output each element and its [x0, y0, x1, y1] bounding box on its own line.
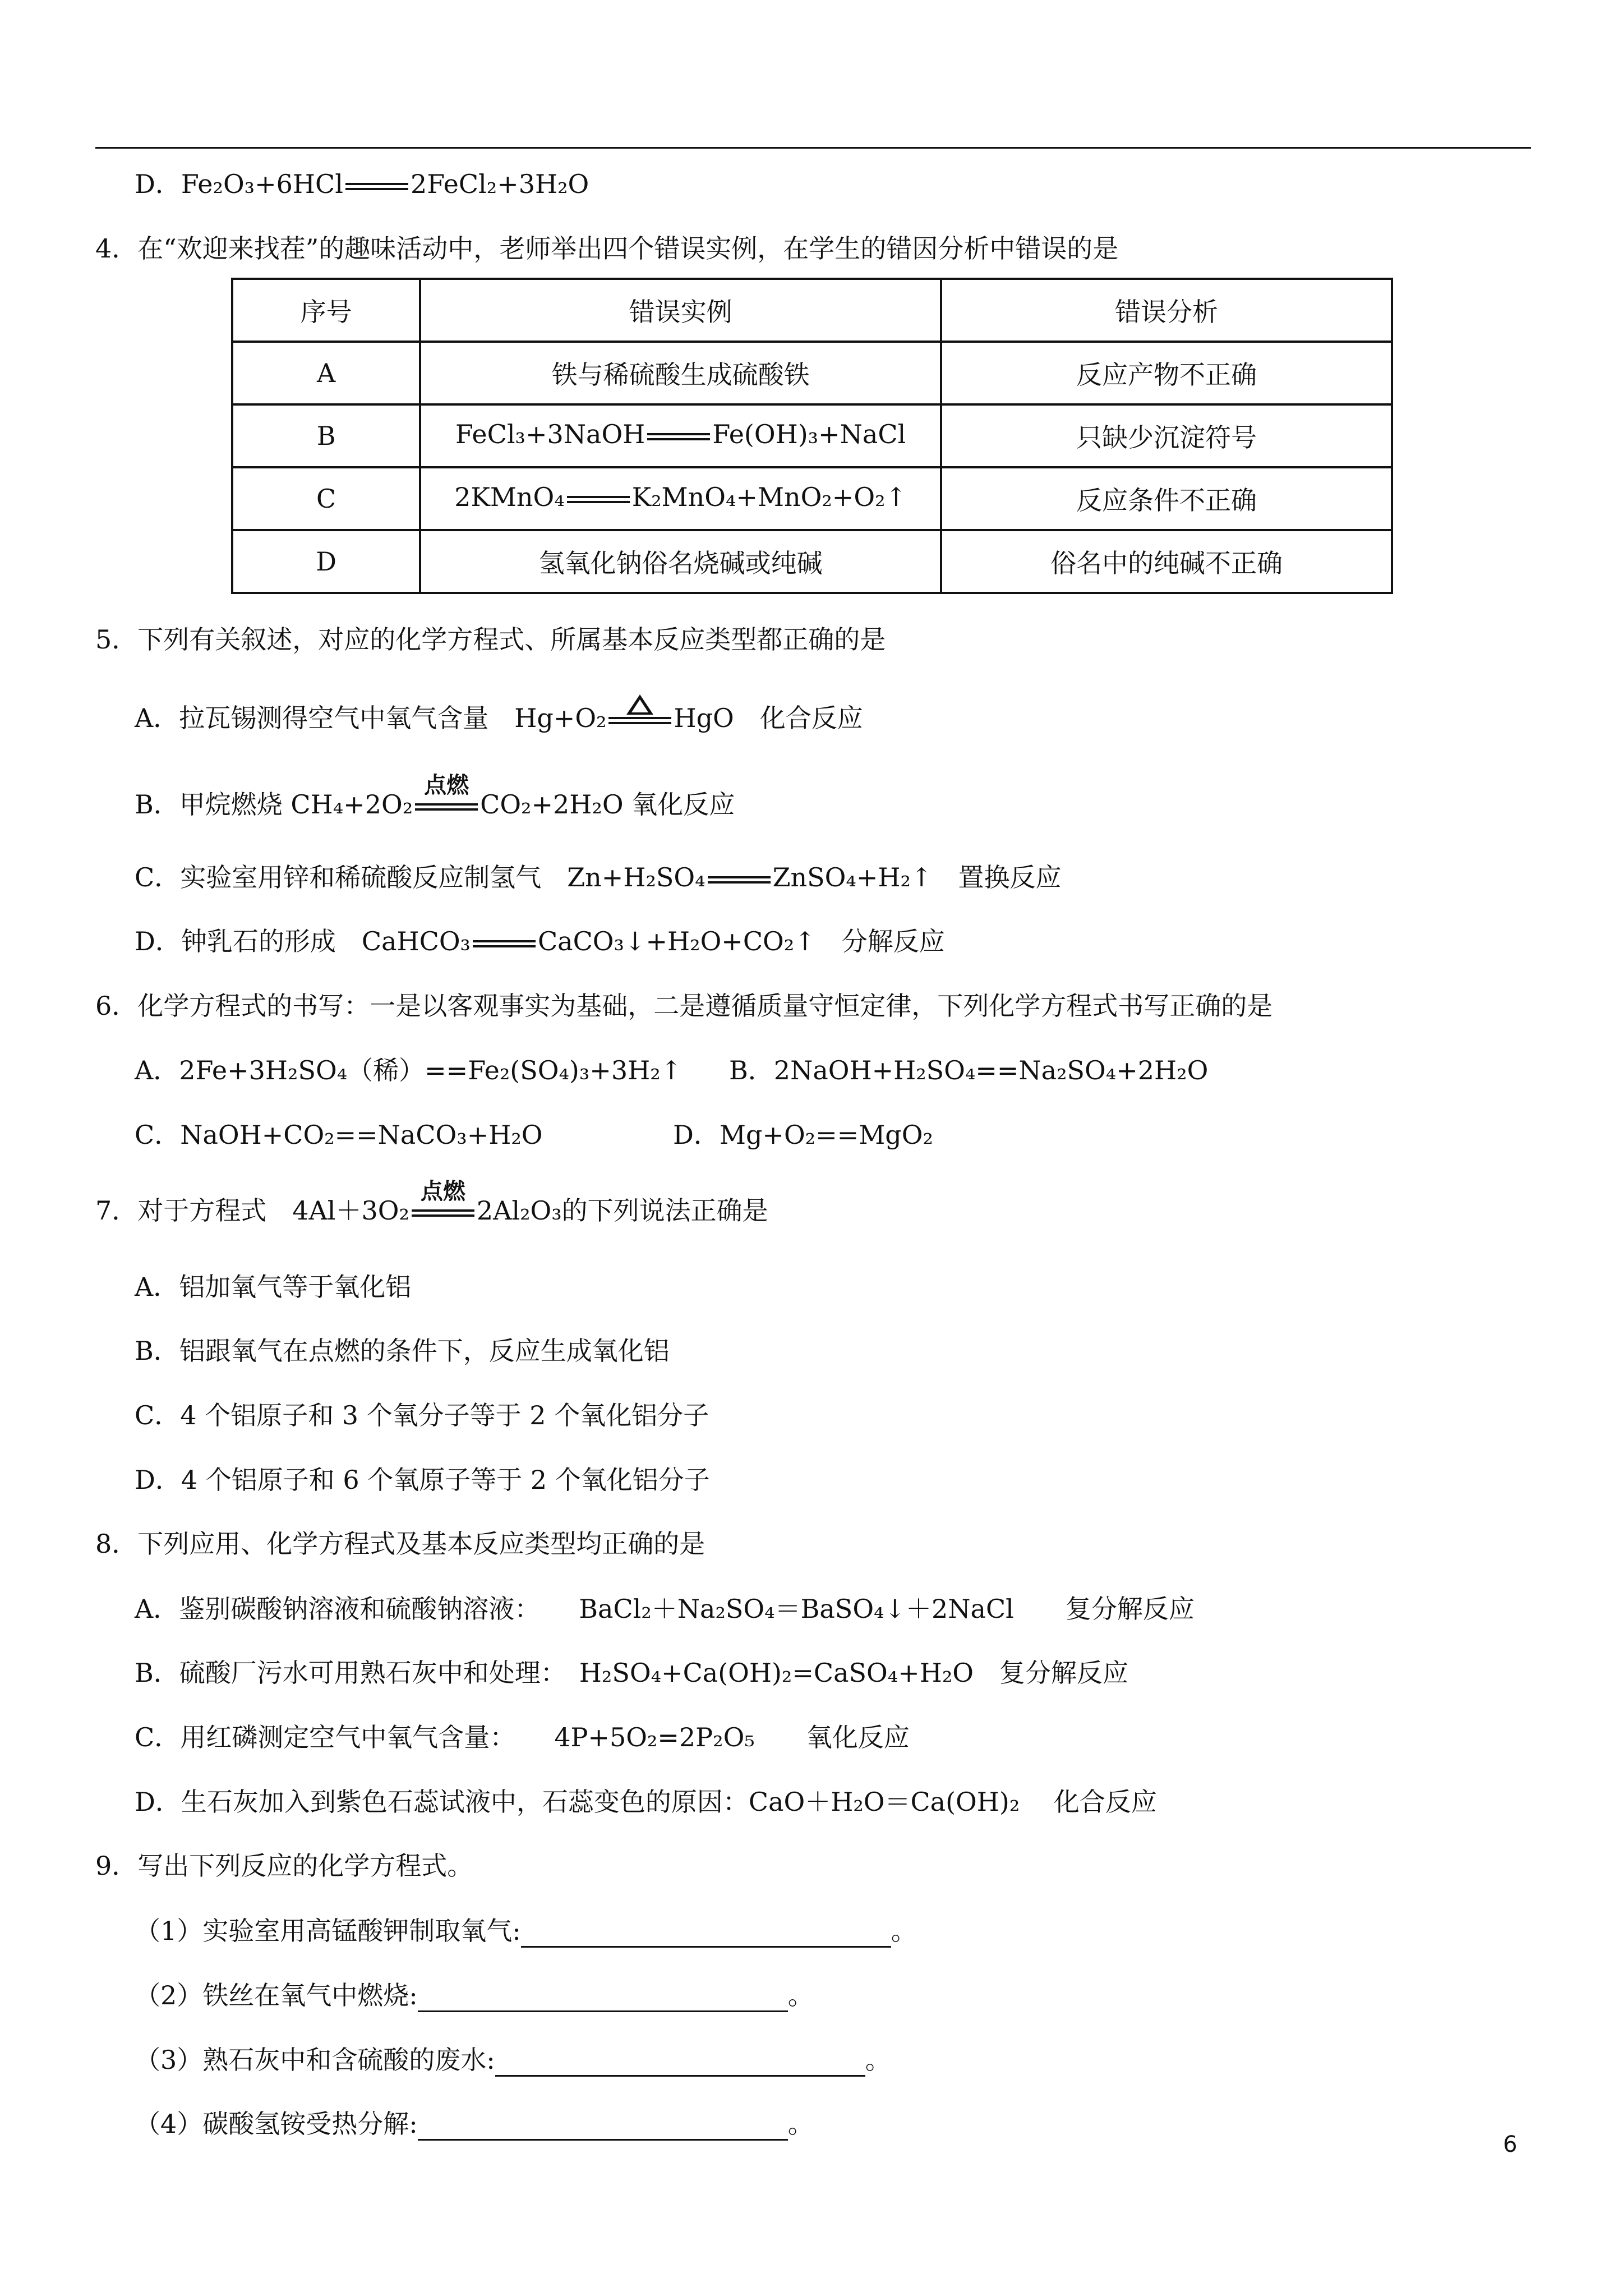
- answer-blank[interactable]: [495, 2049, 865, 2077]
- q6-option-d: D．Mg+O₂==MgO₂: [673, 1120, 933, 1150]
- q9-item: [135, 2043, 891, 2077]
- q9-item-label: （1）实验室用高锰酸钾制取氧气:: [135, 1916, 521, 1946]
- q5-b-left: B．甲烷燃烧 CH₄+2O₂: [135, 789, 413, 820]
- q5-option-a: [135, 701, 863, 737]
- example-left: FeCl₃+3NaOH: [455, 418, 645, 449]
- q6-option-a: A．2Fe+3H₂SO₄（稀）==Fe₂(SO₄)₃+3H₂↑: [135, 1055, 683, 1085]
- table-cell-id: C: [232, 467, 420, 530]
- q9-item: [135, 1914, 917, 1948]
- reaction-condition: 点燃: [424, 772, 469, 798]
- table-header-cell: 错误实例: [420, 279, 941, 342]
- q9-item: [135, 2107, 814, 2141]
- error-table: [231, 278, 1393, 594]
- answer-blank[interactable]: [418, 1985, 788, 2012]
- table-cell-analysis: 俗名中的纯碱不正确: [941, 530, 1392, 593]
- table-cell-analysis: 只缺少沉淀符号: [941, 404, 1392, 467]
- q5-c-right: ZnSO₄+H₂↑ 置换反应: [772, 862, 1062, 892]
- table-cell-id: D: [232, 530, 420, 593]
- q8-option-c: C．用红磷测定空气中氧气含量： 4P+5O₂=2P₂O₅ 氧化反应: [135, 1722, 910, 1752]
- table-cell-example: [420, 342, 941, 404]
- table-cell-analysis: 反应条件不正确: [941, 467, 1392, 530]
- q5-stem: 5．下列有关叙述，对应的化学方程式、所属基本反应类型都正确的是: [95, 624, 886, 655]
- answer-blank[interactable]: [418, 2113, 788, 2141]
- heat-triangle-icon: [626, 694, 653, 715]
- q7-stem: [95, 1179, 768, 1230]
- q5-option-c: [135, 861, 1061, 896]
- q7-option-d: D．4 个铝原子和 6 个氧原子等于 2 个氧化铝分子: [135, 1465, 710, 1495]
- header-rule: [95, 147, 1531, 149]
- answer-blank[interactable]: [521, 1920, 891, 1948]
- equals-sign-icon: [343, 169, 411, 203]
- q9-item-label: （4）碳酸氢铵受热分解:: [135, 2109, 418, 2139]
- q5-d-right: CaCO₃↓+H₂O+CO₂↑ 分解反应: [537, 926, 945, 956]
- equals-sign-icon: [409, 1179, 477, 1230]
- q5-d-left: D．钟乳石的形成 CaHCO₃: [135, 926, 471, 956]
- q8-option-d: D．生石灰加入到紫色石蕊试液中，石蕊变色的原因：CaO＋H₂O＝Ca(OH)₂ 化合反应: [135, 1787, 1157, 1817]
- table-header-row: [232, 279, 1392, 342]
- equals-sign-icon: [606, 703, 674, 737]
- q5-option-d: [135, 924, 945, 960]
- table-row: [232, 467, 1392, 530]
- equals-sign-icon: [645, 420, 712, 453]
- q8-stem: 8．下列应用、化学方程式及基本反应类型均正确的是: [95, 1529, 706, 1559]
- example-text: 铁与稀硫酸生成硫酸铁: [551, 360, 810, 390]
- q7-option-c: C．4 个铝原子和 3 个氧分子等于 2 个氧化铝分子: [135, 1400, 709, 1430]
- example-text: 氢氧化钠俗名烧碱或纯碱: [538, 548, 823, 578]
- q7-option-b: B．铝跟氧气在点燃的条件下，反应生成氧化铝: [135, 1336, 670, 1366]
- table-header-cell: 序号: [232, 279, 420, 342]
- table-row: [232, 342, 1392, 404]
- q9-item: [135, 1978, 814, 2012]
- q5-a-right: HgO 化合反应: [674, 703, 863, 733]
- q3-option-d: [135, 167, 589, 203]
- q3-d-right: 2FeCl₂+3H₂O: [410, 169, 589, 199]
- table-cell-example: [420, 467, 941, 530]
- table-cell-example: [420, 404, 941, 467]
- q9-item-end: 。: [891, 1916, 917, 1946]
- q6-option-b: B．2NaOH+H₂SO₄==Na₂SO₄+2H₂O: [729, 1055, 1209, 1085]
- table-row: [232, 530, 1392, 593]
- q9-item-label: （2）铁丝在氧气中燃烧:: [135, 1980, 418, 2010]
- q5-a-left: A．拉瓦锡测得空气中氧气含量 Hg+O₂: [135, 703, 607, 733]
- q9-item-end: 。: [787, 2109, 814, 2139]
- equals-sign-icon: [413, 772, 480, 823]
- table-cell-analysis: 反应产物不正确: [941, 342, 1392, 404]
- page-number: 6: [1503, 2132, 1518, 2157]
- table-row: [232, 404, 1392, 467]
- reaction-condition: 点燃: [420, 1179, 465, 1204]
- q5-c-left: C．实验室用锌和稀硫酸反应制氢气 Zn+H₂SO₄: [135, 862, 706, 892]
- equals-sign-icon: [565, 482, 632, 516]
- table-cell-example: [420, 530, 941, 593]
- q8-option-a: A．鉴别碳酸钠溶液和硫酸钠溶液： BaCl₂＋Na₂SO₄＝BaSO₄↓＋2NaCl 复分解反应: [135, 1594, 1195, 1624]
- table-cell-id: B: [232, 404, 420, 467]
- equals-sign-icon: [471, 927, 538, 960]
- q7-option-a: A．铝加氧气等于氧化铝: [135, 1272, 412, 1302]
- equals-sign-icon: [706, 863, 773, 896]
- q7-stem-right: 2Al₂O₃的下列说法正确是: [476, 1195, 768, 1226]
- q9-stem: 9．写出下列反应的化学方程式。: [95, 1851, 473, 1881]
- example-right: K₂MnO₄+MnO₂+O₂↑: [631, 481, 907, 512]
- q9-item-label: （3）熟石灰中和含硫酸的废水:: [135, 2045, 495, 2075]
- q6-option-c: C．NaOH+CO₂==NaCO₃+H₂O: [135, 1120, 543, 1150]
- example-right: Fe(OH)₃+NaCl: [712, 418, 906, 449]
- example-left: 2KMnO₄: [454, 481, 565, 512]
- q4-stem: 4．在“欢迎来找茬”的趣味活动中，老师举出四个错误实例，在学生的错因分析中错误的是: [95, 233, 1119, 264]
- q8-option-b: B．硫酸厂污水可用熟石灰中和处理： H₂SO₄+Ca(OH)₂=CaSO₄+H₂O 复分解反应: [135, 1658, 1128, 1688]
- q9-item-end: 。: [865, 2045, 891, 2075]
- q5-option-b: [135, 772, 735, 823]
- q7-stem-left: 7．对于方程式 4Al＋3O₂: [95, 1195, 409, 1226]
- table-header-cell: 错误分析: [941, 279, 1392, 342]
- q3-d-left: D．Fe₂O₃+6HCl: [135, 169, 343, 199]
- q9-item-end: 。: [787, 1980, 814, 2010]
- q6-stem: 6．化学方程式的书写：一是以客观事实为基础，二是遵循质量守恒定律，下列化学方程式书写正确的是: [95, 991, 1273, 1021]
- q5-b-right: CO₂+2H₂O 氧化反应: [480, 789, 735, 820]
- table-cell-id: A: [232, 342, 420, 404]
